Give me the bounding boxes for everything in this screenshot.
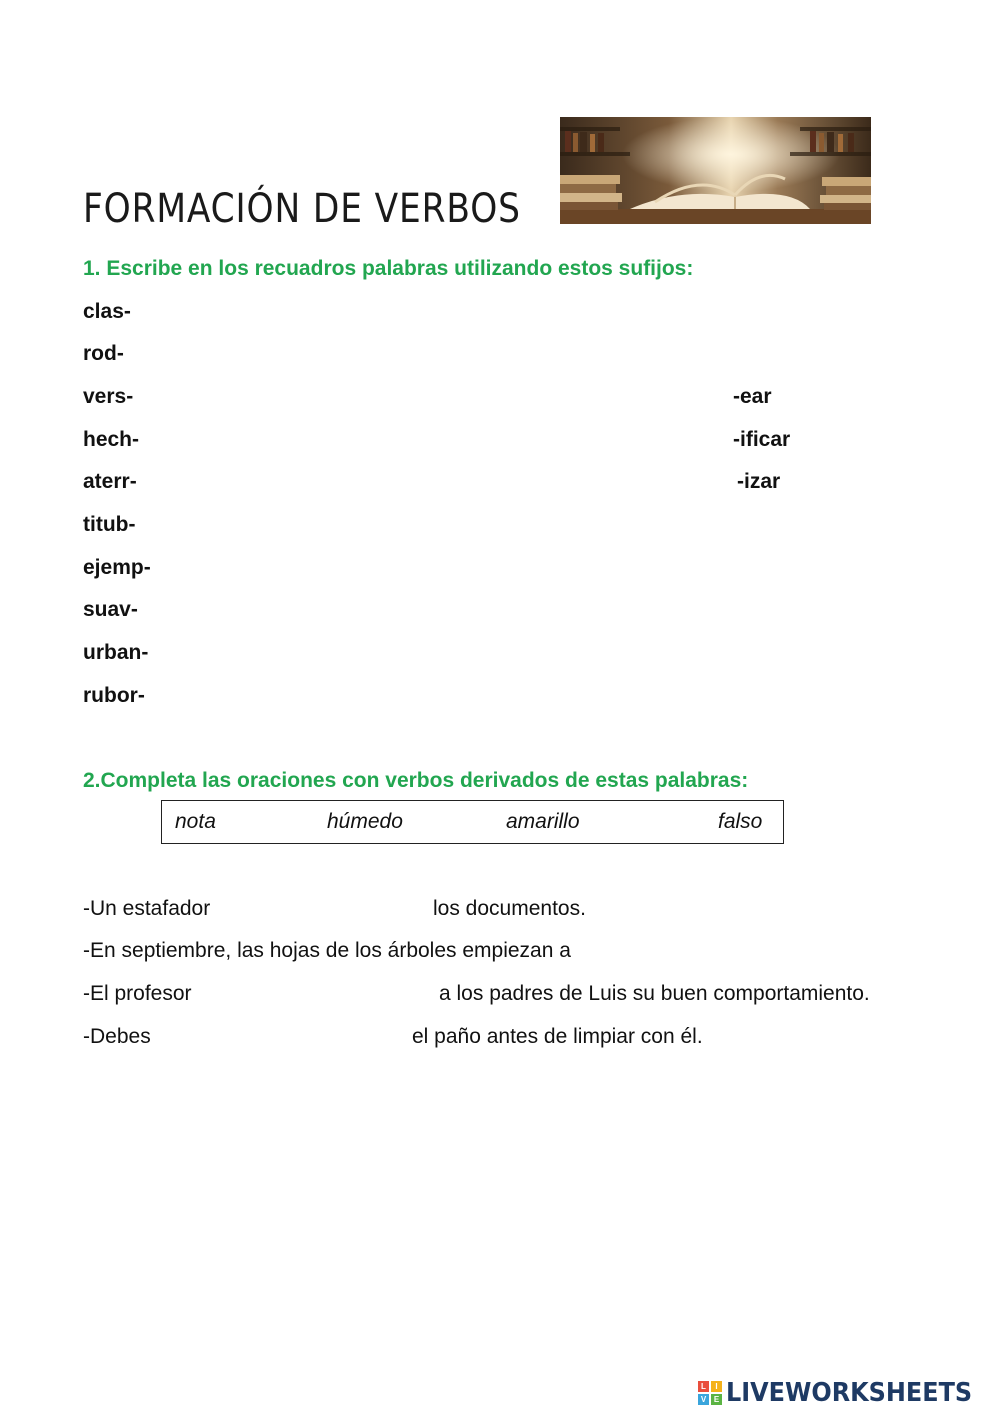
word-bank-item: amarillo [506,810,580,833]
section1-heading: 1. Escribe en los recuadros palabras utilizando estos sufijos: [83,257,694,280]
stem-word: clas- [83,300,131,323]
suffix-izar: -izar [737,470,781,493]
logo-block: L [698,1381,709,1392]
sentence-3-end: a los padres de Luis su buen comportamiento. [439,982,870,1005]
books-photo [560,117,871,224]
section2-heading: 2.Completa las oraciones con verbos derivados de estas palabras: [83,769,749,792]
stem-word: hech- [83,428,140,451]
sentence-1-end: los documentos. [433,897,586,920]
word-bank-item: húmedo [327,810,403,833]
stem-word: suav- [83,598,138,621]
sentence-1-start: -Un estafador [83,897,211,920]
sentence-4-start: -Debes [83,1025,151,1048]
word-bank-item: nota [175,810,216,833]
logo-block: E [711,1394,722,1405]
stem-word: titub- [83,513,136,536]
stem-word: vers- [83,385,134,408]
stem-word: rod- [83,342,124,365]
word-bank-item: falso [718,810,763,833]
page-title: FORMACIÓN DE VERBOS [83,186,521,232]
logo-text: LIVEWORKSHEETS [726,1378,973,1408]
stem-word: ejemp- [83,556,151,579]
word-bank-box [161,800,784,844]
logo-block: I [711,1381,722,1392]
logo-blocks-icon [698,1381,722,1405]
suffix-ificar: -ificar [733,428,791,451]
liveworksheets-logo [698,1378,994,1408]
stem-word: urban- [83,641,149,664]
sentence-3-start: -El profesor [83,982,192,1005]
stem-word: aterr- [83,470,137,493]
logo-block: V [698,1394,709,1405]
books-photo-image [560,117,871,224]
sentence-2-start: -En septiembre, las hojas de los árboles empiezan a [83,939,571,962]
stem-word: rubor- [83,684,145,707]
suffix-ear: -ear [733,385,772,408]
sentence-4-end: el paño antes de limpiar con él. [412,1025,703,1048]
